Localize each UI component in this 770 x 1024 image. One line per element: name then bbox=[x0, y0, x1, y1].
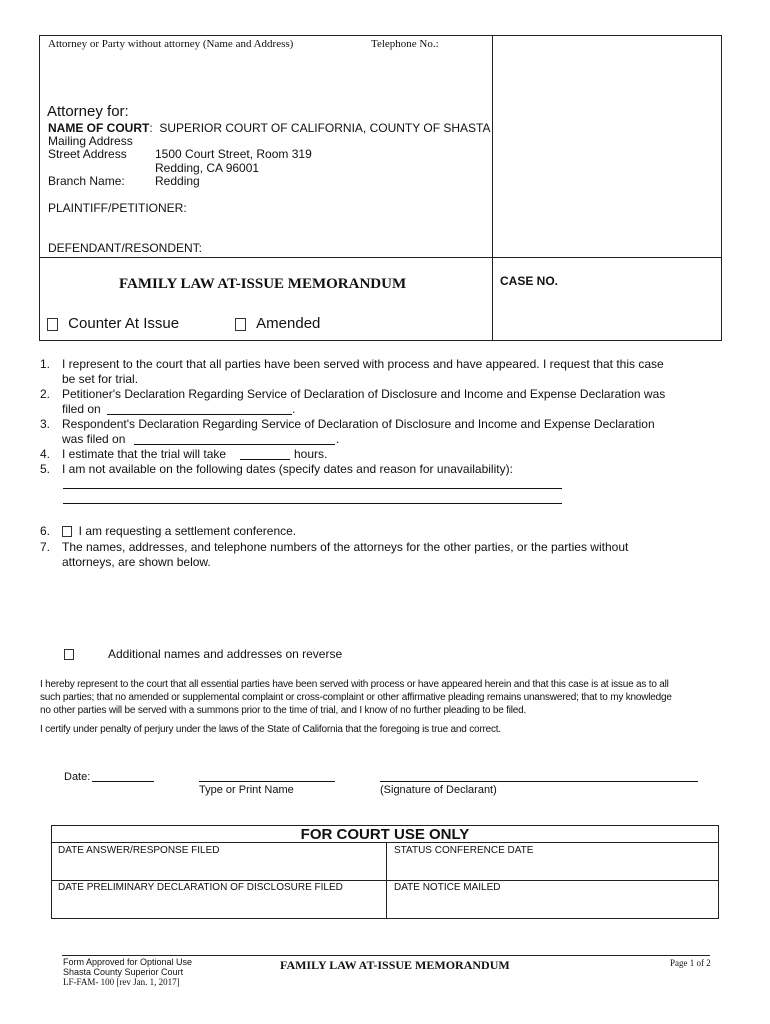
item-7-text-cont: attorneys, are shown below. bbox=[62, 555, 211, 569]
status-conference-label: STATUS CONFERENCE DATE bbox=[394, 845, 534, 856]
item-number: 4. bbox=[40, 447, 51, 461]
item-number: 6. bbox=[40, 524, 51, 538]
branch-label: Branch Name: bbox=[48, 174, 125, 188]
amended-checkbox[interactable] bbox=[235, 318, 246, 331]
item-number: 5. bbox=[40, 462, 51, 476]
defendant-label: DEFENDANT/RESONDENT: bbox=[48, 241, 203, 255]
declaration-line: no other parties will be served with a summons prior to the time of trial, and I know of no further pleading to be filed. bbox=[40, 705, 527, 716]
period: . bbox=[336, 432, 340, 446]
mailing-label: Mailing Address bbox=[48, 134, 133, 148]
declaration-text bbox=[40, 678, 672, 717]
item-5-text: I am not available on the following dates (specify dates and reason for unavailability): bbox=[62, 462, 513, 476]
respondent-filed-date-field[interactable] bbox=[134, 444, 335, 445]
item-3-filed-label: was filed on bbox=[62, 432, 126, 446]
item-number: 7. bbox=[40, 540, 51, 554]
item-number: 2. bbox=[40, 387, 51, 401]
branch-value: Redding bbox=[155, 174, 200, 188]
trial-hours-field[interactable] bbox=[240, 459, 290, 460]
declaration-line: such parties; that no amended or supplemental complaint or cross-complaint or other affirmative pleading remains unanswered; that to my knowledge bbox=[40, 692, 672, 703]
item-4-text: I estimate that the trial will take bbox=[62, 447, 227, 461]
title-row-divider bbox=[39, 257, 721, 258]
additional-names-label: Additional names and addresses on reverse bbox=[108, 647, 343, 661]
print-name-label: Type or Print Name bbox=[199, 784, 294, 796]
certify-text: I certify under penalty of perjury under the laws of the State of California that the foregoing is true and correct. bbox=[40, 724, 501, 735]
unavailable-dates-line-1[interactable] bbox=[63, 488, 562, 489]
form-title: FAMILY LAW AT-ISSUE MEMORANDUM bbox=[119, 276, 407, 292]
court-use-row-divider bbox=[51, 880, 719, 881]
item-4-hours: hours. bbox=[294, 447, 328, 461]
declaration-line: I hereby represent to the court that all essential parties have been served with process or have appeared herein and that this case is at issue as to all bbox=[40, 679, 669, 690]
footer-left bbox=[63, 957, 192, 987]
plaintiff-label: PLAINTIFF/PETITIONER: bbox=[48, 201, 187, 215]
period: . bbox=[292, 402, 296, 416]
item-6-text: I am requesting a settlement conference. bbox=[78, 524, 297, 538]
footer-title: FAMILY LAW AT-ISSUE MEMORANDUM bbox=[280, 958, 510, 972]
date-field[interactable] bbox=[92, 781, 154, 782]
item-3-text: Respondent's Declaration Regarding Service of Declaration of Disclosure and Income and Expense Declaration bbox=[62, 417, 655, 431]
item-3 bbox=[40, 417, 655, 447]
item-7 bbox=[40, 540, 628, 570]
item-5 bbox=[40, 462, 513, 477]
counter-checkbox[interactable] bbox=[47, 318, 58, 331]
footer-form-id: LF-FAM- 100 [rev Jan. 1, 2017] bbox=[63, 977, 180, 987]
item-1 bbox=[40, 357, 664, 387]
item-7-text: The names, addresses, and telephone numbers of the attorneys for the other parties, or the parties without bbox=[62, 540, 629, 554]
counter-label: Counter At Issue bbox=[68, 315, 180, 332]
item-number: 1. bbox=[40, 357, 51, 371]
caption-box bbox=[39, 35, 722, 341]
court-name-row: NAME OF COURT: SUPERIOR COURT OF CALIFORNIA, COUNTY OF SHASTA bbox=[48, 121, 491, 135]
notice-mailed-label: DATE NOTICE MAILED bbox=[394, 882, 501, 893]
court-use-col-divider bbox=[386, 842, 387, 918]
attorney-for-label: Attorney for: bbox=[47, 103, 129, 120]
street-label: Street Address bbox=[48, 147, 127, 161]
footer-approved: Form Approved for Optional Use bbox=[63, 957, 193, 967]
item-1-text-cont: be set for trial. bbox=[62, 372, 139, 386]
item-2-filed-label: filed on bbox=[62, 402, 101, 416]
footer-rule bbox=[62, 955, 710, 956]
caption-divider bbox=[492, 35, 493, 340]
footer-court: Shasta County Superior Court bbox=[63, 967, 184, 977]
street-value-1: 1500 Court Street, Room 319 bbox=[155, 147, 312, 161]
item-2 bbox=[40, 387, 665, 417]
signature-label: (Signature of Declarant) bbox=[380, 784, 497, 796]
court-use-title: FOR COURT USE ONLY bbox=[300, 826, 470, 843]
petitioner-filed-date-field[interactable] bbox=[107, 414, 292, 415]
additional-names-option[interactable] bbox=[64, 647, 74, 661]
item-1-text: I represent to the court that all parties have been served with process and have appeared. I request that this case bbox=[62, 357, 664, 371]
answer-filed-label: DATE ANSWER/RESPONSE FILED bbox=[58, 845, 220, 856]
telephone-label: Telephone No.: bbox=[371, 38, 439, 50]
item-number: 3. bbox=[40, 417, 51, 431]
street-value-2: Redding, CA 96001 bbox=[155, 161, 260, 175]
footer-page: Page 1 of 2 bbox=[670, 958, 711, 968]
court-name-value: SUPERIOR COURT OF CALIFORNIA, COUNTY OF SHASTA bbox=[159, 121, 491, 135]
date-label: Date: bbox=[64, 771, 91, 783]
counter-at-issue-option[interactable] bbox=[47, 315, 179, 332]
item-2-text: Petitioner's Declaration Regarding Service of Declaration of Disclosure and Income and Expense Declaration was bbox=[62, 387, 666, 401]
print-name-field[interactable] bbox=[199, 781, 335, 782]
item-4 bbox=[40, 447, 226, 462]
settlement-conference-checkbox[interactable] bbox=[62, 526, 72, 537]
amended-option[interactable] bbox=[235, 315, 320, 332]
additional-names-checkbox[interactable] bbox=[64, 649, 74, 660]
item-6 bbox=[40, 524, 296, 539]
attorney-label: Attorney or Party without attorney (Name and Address) bbox=[48, 38, 294, 50]
preliminary-declaration-label: DATE PRELIMINARY DECLARATION OF DISCLOSURE FILED bbox=[58, 882, 343, 893]
case-no-label: CASE NO. bbox=[500, 274, 559, 288]
unavailable-dates-line-2[interactable] bbox=[63, 503, 562, 504]
amended-label: Amended bbox=[256, 315, 321, 332]
court-name-label: NAME OF COURT bbox=[48, 121, 150, 135]
signature-field[interactable] bbox=[380, 781, 698, 782]
